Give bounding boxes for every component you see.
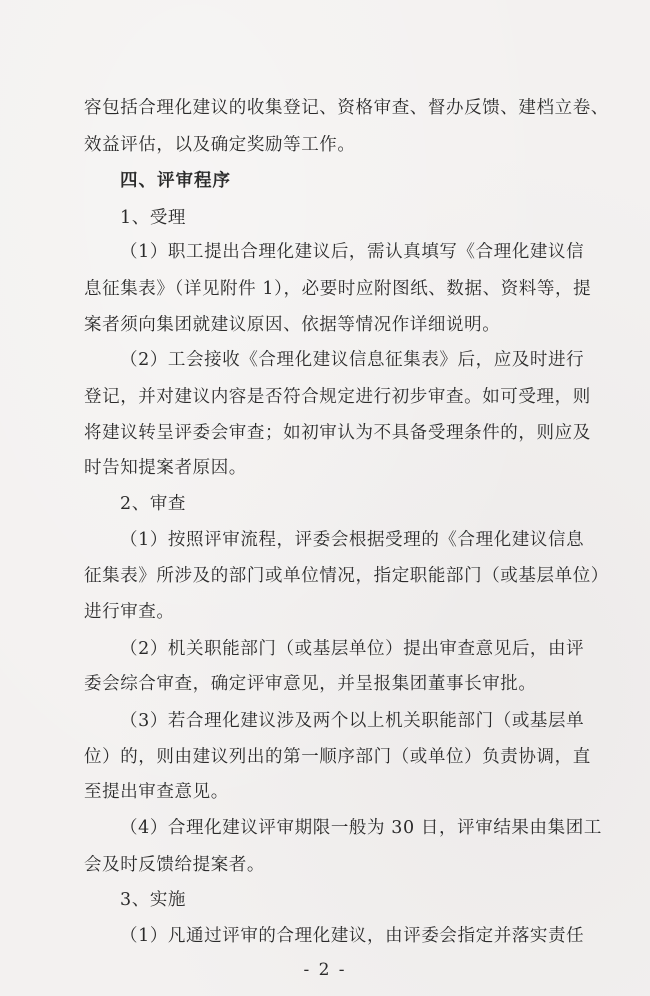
paragraph-line: （3）若合理化建议涉及两个以上机关职能部门（或基层单 xyxy=(120,711,585,731)
paragraph-line: （2）机关职能部门（或基层单位）提出审查意见后，由评 xyxy=(120,639,585,659)
paragraph-line: 息征集表》（详见附件 1），必要时应附图纸、数据、资料等，提 xyxy=(84,279,592,299)
subsection-heading: 1、受理 xyxy=(120,208,187,228)
paragraph-line: 位）的，则由建议列出的第一顺序部门（或单位）负责协调，直 xyxy=(84,747,591,767)
paragraph-line: 将建议转呈评委会审查；如初审认为不具备受理条件的，则应及 xyxy=(84,423,591,443)
paragraph-line: （4）合理化建议评审期限一般为 30 日，评审结果由集团工 xyxy=(120,818,602,838)
paragraph-line: 效益评估，以及确定奖励等工作。 xyxy=(84,135,356,155)
page-number: - 2 - xyxy=(303,960,347,980)
section-heading: 四、评审程序 xyxy=(120,171,231,191)
paragraph-line: （1）凡通过评审的合理化建议，由评委会指定并落实责任 xyxy=(120,926,585,946)
paragraph-line: 至提出审查意见。 xyxy=(84,782,229,802)
paragraph-line: 委会综合审查，确定评审意见，并呈报集团董事长审批。 xyxy=(84,674,537,694)
subsection-heading: 3、实施 xyxy=(120,890,187,910)
paragraph-line: （1）职工提出合理化建议后，需认真填写《合理化建议信 xyxy=(120,242,585,262)
subsection-heading: 2、审查 xyxy=(120,494,187,514)
paragraph-line: 时告知提案者原因。 xyxy=(84,458,247,478)
paragraph-line: 征集表》所涉及的部门或单位情况，指定职能部门（或基层单位） xyxy=(84,566,609,586)
paragraph-line: （2）工会接收《合理化建议信息征集表》后，应及时进行 xyxy=(120,350,585,370)
paragraph-line: 进行审查。 xyxy=(84,602,175,622)
paragraph-line: 会及时反馈给提案者。 xyxy=(84,855,265,875)
paragraph-line: 登记，并对建议内容是否符合规定进行初步审查。如可受理，则 xyxy=(84,387,591,407)
paragraph-line: （1）按照评审流程，评委会根据受理的《合理化建议信息 xyxy=(120,530,585,550)
paragraph-line: 容包括合理化建议的收集登记、资格审查、督办反馈、建档立卷、 xyxy=(84,98,609,118)
paragraph-line: 案者须向集团就建议原因、依据等情况作详细说明。 xyxy=(84,315,501,335)
